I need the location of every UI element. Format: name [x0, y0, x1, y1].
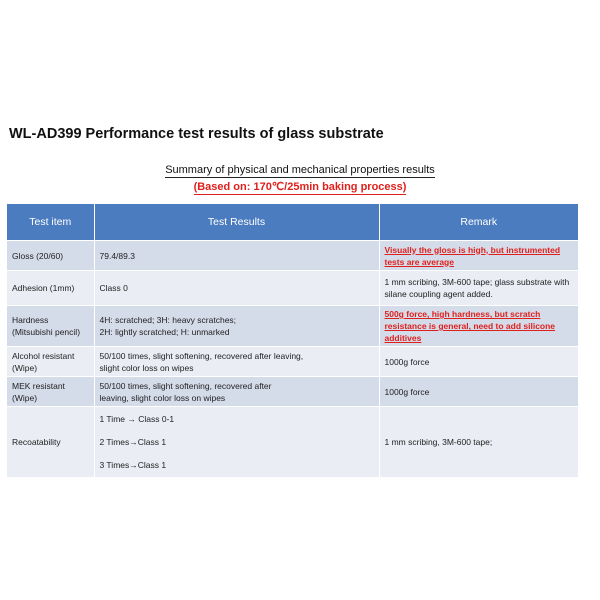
cell-item — [7, 306, 94, 347]
line-gap — [100, 448, 374, 459]
cell-result — [94, 377, 379, 407]
result-line: 3 Times→Class 1 — [99, 459, 167, 470]
table-row-gloss — [7, 241, 578, 271]
remark-highlight: 500g force, high hardness, but scratch resistance is general, need to add silicone additives — [384, 309, 556, 343]
header-test-item: Test item — [7, 204, 94, 241]
item-line: Alcohol resistant — [12, 350, 75, 361]
cell-item — [7, 377, 94, 407]
cell-remark: 1000g force — [379, 347, 578, 377]
cell-remark: 1 mm scribing, 3M-600 tape; glass substrate with silane coupling agent added. — [379, 271, 578, 306]
result-line: 1 Time → Class 0-1 — [99, 413, 175, 424]
result-line: 2 Times→Class 1 — [99, 436, 167, 447]
cell-result: Class 0 — [94, 271, 379, 306]
basis-text: (Based on: 170℃/25min baking process) — [193, 181, 407, 193]
cell-item: Recoatability — [7, 407, 94, 477]
cell-item: Adhesion (1mm) — [7, 271, 94, 306]
cell-item: Gloss (20/60) — [7, 241, 94, 271]
cell-remark: 1 mm scribing, 3M-600 tape; — [379, 407, 578, 477]
cell-remark — [379, 241, 578, 271]
table-header-row — [7, 204, 578, 241]
table-row-adhesion — [7, 271, 578, 306]
cell-result: 79.4/89.3 — [94, 241, 379, 271]
line-gap — [100, 425, 374, 436]
cell-remark — [379, 306, 578, 347]
baking-basis-note — [0, 180, 600, 193]
item-line: (Wipe) — [12, 392, 38, 403]
result-line: 2H: lightly scratched; H: unmarked — [99, 327, 230, 337]
table-row-mek — [7, 377, 578, 407]
table-row-recoatability — [7, 407, 578, 477]
table-row-hardness — [7, 306, 578, 347]
table-row-alcohol — [7, 347, 578, 377]
remark-highlight: Visually the gloss is high, but instrumented tests are average — [384, 244, 561, 267]
cell-result — [94, 306, 379, 347]
item-line: (Mitsubishi pencil) — [12, 327, 81, 337]
result-line: slight color loss on wipes — [99, 362, 194, 373]
item-line: MEK resistant — [12, 380, 65, 391]
result-line: leaving, slight color loss on wipes — [99, 392, 226, 403]
page-title: WL-AD399 Performance test results of glass substrate — [9, 126, 384, 142]
item-line: (Wipe) — [12, 362, 38, 373]
subtitle-text: Summary of physical and mechanical properties results — [165, 164, 435, 176]
table-subtitle — [0, 164, 600, 176]
cell-result — [94, 347, 379, 377]
results-table — [7, 204, 578, 477]
result-line: 50/100 times, slight softening, recovered after leaving, — [99, 350, 304, 361]
header-test-results: Test Results — [94, 204, 379, 241]
cell-item — [7, 347, 94, 377]
result-line: 4H: scratched; 3H: heavy scratches; — [99, 315, 237, 325]
result-line: 50/100 times, slight softening, recovered after — [99, 380, 272, 391]
header-remark: Remark — [379, 204, 578, 241]
cell-remark: 1000g force — [379, 377, 578, 407]
item-line: Hardness — [12, 315, 49, 325]
cell-result — [94, 407, 379, 477]
